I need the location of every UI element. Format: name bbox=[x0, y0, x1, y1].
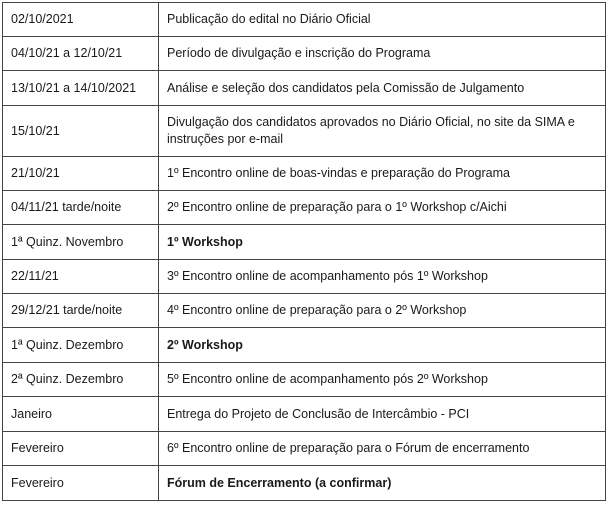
date-cell: 1ª Quinz. Dezembro bbox=[3, 328, 159, 363]
event-cell: Período de divulgação e inscrição do Programa bbox=[159, 37, 606, 71]
date-cell: 15/10/21 bbox=[3, 106, 159, 157]
table-row bbox=[3, 328, 606, 363]
table-row bbox=[3, 260, 606, 294]
event-cell: 2º Workshop bbox=[159, 328, 606, 363]
event-cell: 3º Encontro online de acompanhamento pós 1º Workshop bbox=[159, 260, 606, 294]
date-cell: 2ª Quinz. Dezembro bbox=[3, 363, 159, 397]
table-row bbox=[3, 106, 606, 157]
table-row bbox=[3, 157, 606, 191]
table-row bbox=[3, 225, 606, 260]
date-cell: 04/11/21 tarde/noite bbox=[3, 191, 159, 225]
table-row bbox=[3, 294, 606, 328]
event-cell: Análise e seleção dos candidatos pela Comissão de Julgamento bbox=[159, 71, 606, 106]
date-cell: 04/10/21 a 12/10/21 bbox=[3, 37, 159, 71]
date-cell: Fevereiro bbox=[3, 432, 159, 466]
table-row bbox=[3, 432, 606, 466]
event-cell: Divulgação dos candidatos aprovados no Diário Oficial, no site da SIMA e instruções por e-mail bbox=[159, 106, 606, 157]
table-row bbox=[3, 466, 606, 501]
date-cell: Janeiro bbox=[3, 397, 159, 432]
event-cell: 5º Encontro online de acompanhamento pós 2º Workshop bbox=[159, 363, 606, 397]
date-cell: Fevereiro bbox=[3, 466, 159, 501]
table-row bbox=[3, 363, 606, 397]
event-cell: Fórum de Encerramento (a confirmar) bbox=[159, 466, 606, 501]
table-row bbox=[3, 3, 606, 37]
event-cell: 6º Encontro online de preparação para o Fórum de encerramento bbox=[159, 432, 606, 466]
date-cell: 02/10/2021 bbox=[3, 3, 159, 37]
schedule-table-body bbox=[3, 3, 606, 501]
schedule-table bbox=[2, 2, 606, 501]
table-row bbox=[3, 397, 606, 432]
table-row bbox=[3, 71, 606, 106]
event-cell: Entrega do Projeto de Conclusão de Intercâmbio - PCI bbox=[159, 397, 606, 432]
date-cell: 1ª Quinz. Novembro bbox=[3, 225, 159, 260]
table-row bbox=[3, 191, 606, 225]
table-row bbox=[3, 37, 606, 71]
event-cell: 4º Encontro online de preparação para o 2º Workshop bbox=[159, 294, 606, 328]
date-cell: 22/11/21 bbox=[3, 260, 159, 294]
event-cell: 2º Encontro online de preparação para o 1º Workshop c/Aichi bbox=[159, 191, 606, 225]
event-cell: 1º Workshop bbox=[159, 225, 606, 260]
date-cell: 21/10/21 bbox=[3, 157, 159, 191]
event-cell: Publicação do edital no Diário Oficial bbox=[159, 3, 606, 37]
date-cell: 13/10/21 a 14/10/2021 bbox=[3, 71, 159, 106]
event-cell: 1º Encontro online de boas-vindas e preparação do Programa bbox=[159, 157, 606, 191]
date-cell: 29/12/21 tarde/noite bbox=[3, 294, 159, 328]
